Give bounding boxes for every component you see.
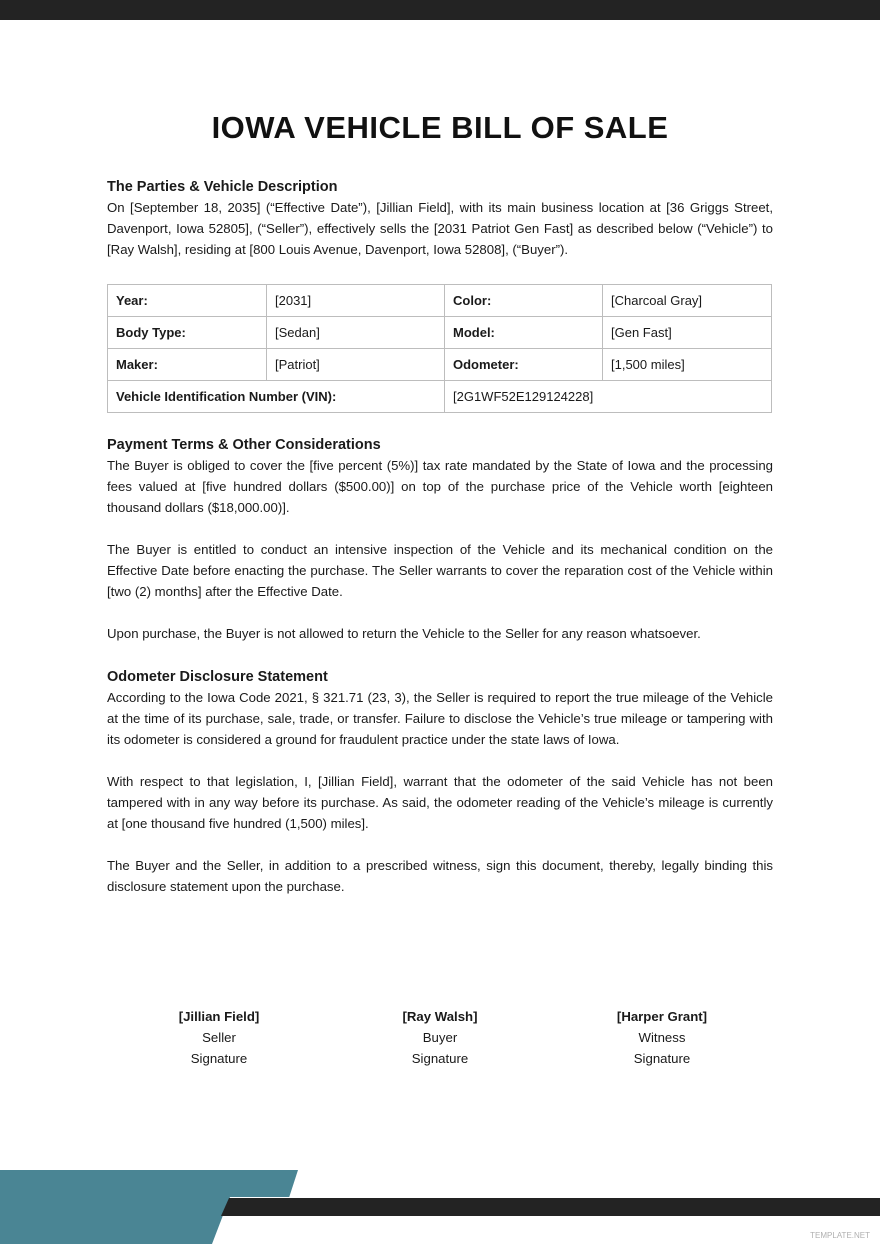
parties-heading: The Parties & Vehicle Description — [107, 179, 338, 195]
model-value: [Gen Fast] — [603, 317, 772, 349]
table-row — [108, 317, 772, 349]
vin-label: Vehicle Identification Number (VIN): — [108, 381, 445, 413]
payment-heading: Payment Terms & Other Considerations — [107, 437, 381, 453]
maker-label: Maker: — [108, 349, 267, 381]
parties-section — [107, 177, 773, 260]
model-label: Model: — [445, 317, 603, 349]
odometer-value: [1,500 miles] — [603, 349, 772, 381]
signer-name: [Ray Walsh] — [402, 1009, 478, 1024]
color-value: [Charcoal Gray] — [603, 285, 772, 317]
payment-paragraph-3: Upon purchase, the Buyer is not allowed to return the Vehicle to the Seller for any reason whatsoever. — [107, 626, 701, 641]
signer-role: Witness — [638, 1030, 686, 1045]
signer-name: [Harper Grant] — [616, 1009, 708, 1024]
odometer-paragraph-2: With respect to that legislation, I, [Jillian Field], warrant that the odometer of the said Vehicle has not been tampered with in any way before its purchase. As said, the odometer reading of the Vehicle’s mileage is currently at [one thousand five hundred (1,500) miles]. — [107, 774, 773, 831]
odometer-paragraph-1: According to the Iowa Code 2021, § 321.71 (23, 3), the Seller is required to report the true mileage of the Vehicle at the time of its purchase, sale, trade, or transfer. Failure to disclose the Vehicle’s true mileage or tampering with its odometer is considered a ground for fraudulent practice under the state laws of Iowa. — [107, 690, 773, 747]
year-label: Year: — [108, 285, 267, 317]
vin-value: [2G1WF52E129124228] — [445, 381, 772, 413]
top-decorative-bar — [0, 0, 880, 20]
year-value: [2031] — [267, 285, 445, 317]
table-row — [108, 349, 772, 381]
odometer-heading: Odometer Disclosure Statement — [107, 669, 328, 685]
parties-paragraph: On [September 18, 2035] (“Effective Date”), [Jillian Field], with its main business location at [36 Griggs Street, Davenport, Iowa 52805], (“Seller”), effectively sells the [2031 Patriot Gen Fast] as described below (“Vehicle”) to [Ray Walsh], residing at [800 Louis Avenue, Davenport, Iowa 52808], (“Buyer”). — [107, 200, 773, 257]
signature-line-label: Signature — [633, 1051, 691, 1066]
seller-signature-block — [119, 1006, 319, 1069]
dark-footer-stripe — [221, 1198, 880, 1216]
signer-role: Seller — [202, 1030, 236, 1045]
vehicle-details-table — [107, 284, 772, 413]
witness-signature-block — [562, 1006, 762, 1069]
body-type-value: [Sedan] — [267, 317, 445, 349]
table-row — [108, 285, 772, 317]
buyer-signature-block — [340, 1006, 540, 1069]
odometer-section — [107, 667, 773, 897]
maker-value: [Patriot] — [267, 349, 445, 381]
body-type-label: Body Type: — [108, 317, 267, 349]
payment-section — [107, 435, 773, 644]
watermark: TEMPLATE.NET — [810, 1231, 870, 1240]
signature-line-label: Signature — [190, 1051, 248, 1066]
footer-decoration — [0, 1160, 880, 1244]
odometer-paragraph-3: The Buyer and the Seller, in addition to a prescribed witness, sign this document, thereby, legally binding this disclosure statement upon the purchase. — [107, 858, 773, 894]
signer-role: Buyer — [422, 1030, 458, 1045]
payment-paragraph-1: The Buyer is obliged to cover the [five percent (5%)] tax rate mandated by the State of Iowa and the processing fees valued at [five hundred dollars ($500.00)] on top of the purchase price of the Vehicle worth [eighteen thousand dollars ($18,000.00)]. — [107, 458, 773, 515]
table-row — [108, 381, 772, 413]
color-label: Color: — [445, 285, 603, 317]
signer-name: [Jillian Field] — [178, 1009, 260, 1024]
odometer-label: Odometer: — [445, 349, 603, 381]
payment-paragraph-2: The Buyer is entitled to conduct an intensive inspection of the Vehicle and its mechanical condition on the Effective Date before enacting the purchase. The Seller warrants to cover the reparation cost of the Vehicle within [two (2) months] after the Effective Date. — [107, 542, 773, 599]
document-title: IOWA VEHICLE BILL OF SALE — [211, 110, 669, 145]
signature-line-label: Signature — [411, 1051, 469, 1066]
